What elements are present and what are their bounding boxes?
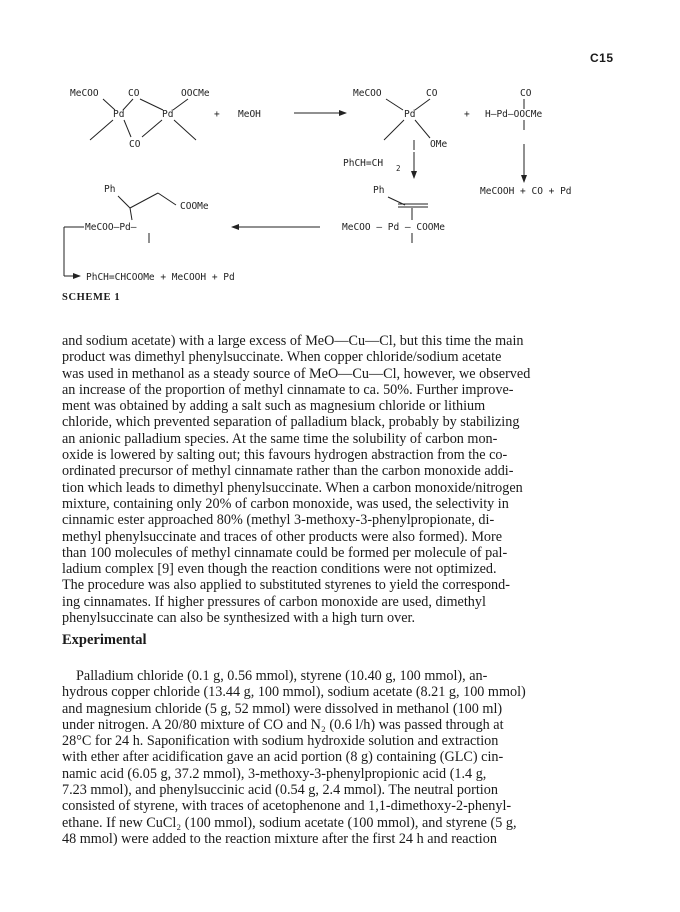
text-line: cinnamic ester approached 80% (methyl 3-methoxy-3-phenylpropionate, di- [62, 512, 495, 529]
text-line: an anionic palladium species. At the same time the solubility of carbon mon- [62, 430, 498, 447]
text-line: and magnesium chloride (5 g, 52 mmol) were dissolved in methanol (100 ml) [62, 700, 503, 717]
scheme-label: CO [520, 88, 532, 99]
text-line: methyl phenylsuccinate and traces of other products were also formed). More [62, 528, 503, 545]
bond-line [118, 196, 130, 208]
scheme-label: Pd [113, 109, 125, 120]
text-line: namic acid (6.05 g, 37.2 mmol), 3-methoxy-3-phenylpropionic acid (1.4 g, [62, 765, 487, 782]
text-line: phenylsuccinate can also be synthesized with a high turn over. [62, 610, 416, 627]
body-paragraph [62, 333, 622, 626]
experimental-paragraph [62, 668, 637, 847]
text-line: consisted of styrene, with traces of acetophenone and 1,1-dimethoxy-2-phenyl- [62, 798, 512, 815]
text-line: 28°C for 24 h. Saponification with sodium hydroxide solution and extraction [62, 733, 499, 750]
scheme-label: H—Pd—OOCMe [485, 109, 543, 120]
bond-line [415, 120, 430, 138]
scheme-label: COOMe [180, 201, 209, 212]
scheme-label: PhCH=CHCOOMe + MeCOOH + Pd [86, 272, 235, 283]
section-heading: Experimental [62, 632, 147, 648]
reaction-scheme [0, 0, 680, 310]
text-line: and sodium acetate) with a large excess of MeO—Cu—Cl, but this time the main [62, 333, 524, 349]
bond-line [174, 120, 196, 140]
scheme-label: 2 [396, 164, 401, 173]
text-line: The procedure was also applied to substituted styrenes to yield the correspond- [62, 577, 510, 594]
text-line: product was dimethyl phenylsuccinate. When copper chloride/sodium acetate [62, 349, 502, 366]
scheme-label: MeCOOH + CO + Pd [480, 186, 572, 197]
bond-line [123, 99, 133, 110]
scheme-label: MeOH [238, 109, 261, 120]
bond-line [415, 99, 430, 110]
text-line: under nitrogen. A 20/80 mixture of CO and N₂ (0.6 l/h) was passed through at [62, 716, 504, 733]
scheme-label: Pd [404, 109, 416, 120]
text-line: Palladium chloride (0.1 g, 0.56 mmol), styrene (10.40 g, 100 mmol), an- [76, 668, 488, 684]
bond-line [384, 120, 404, 140]
text-line: chloride, which prevented separation of palladium black, probably by stabilizing [62, 414, 520, 431]
bond-line [158, 193, 176, 205]
text-line: ladium complex [9] even though the reaction conditions were not optimized. [62, 561, 497, 578]
scheme-label: CO [128, 88, 140, 99]
bond-line [173, 99, 188, 110]
text-line: ing cinnamates. If higher pressures of carbon monoxide are used, dimethyl [62, 593, 486, 610]
scheme-label: Ph [104, 184, 116, 195]
scheme-label: Pd [162, 109, 174, 120]
scheme-label: Ph [373, 185, 385, 196]
text-line: with ether after acidification gave an acid portion (8 g) containing (GLC) cin- [62, 749, 504, 766]
scheme-label: CO [426, 88, 438, 99]
bond-line [90, 120, 113, 140]
text-line: oxide is lowered by salting out; this favours hydrogen abstraction from the co- [62, 447, 508, 464]
bond-line [130, 208, 132, 220]
bond-line [386, 99, 403, 110]
plus-sign: + [464, 109, 470, 120]
plus-sign: + [214, 109, 220, 120]
text-line: hydrous copper chloride (13.44 g, 100 mmol), sodium acetate (8.21 g, 100 mmol) [62, 684, 526, 701]
scheme-label: CO [129, 139, 141, 150]
scheme-label: MeCOO [353, 88, 382, 99]
bond-line [142, 120, 162, 137]
text-line: than 100 molecules of methyl cinnamate could be formed per molecule of pal- [62, 544, 508, 561]
text-line: 7.23 mmol), and phenylsuccinic acid (0.54 g, 2.4 mmol). The neutral portion [62, 782, 498, 799]
bond-line [124, 120, 131, 137]
text-line: 48 mmol) were added to the reaction mixture after the first 24 h and reaction [62, 830, 497, 847]
scheme-label: OMe [430, 139, 448, 150]
scheme-label: MeCOO — Pd — COOMe [342, 222, 445, 233]
text-line: an increase of the proportion of methyl cinnamate to ca. 50%. Further improve- [62, 381, 514, 398]
text-line: ordinated precursor of methyl cinnamate rather than the carbon monoxide addi- [62, 463, 514, 480]
text-line: mixture, containing only 20% of carbon monoxide, was used, the selectivity in [62, 495, 509, 512]
bond-line [130, 193, 158, 208]
text-line: ment was obtained by adding a salt such as magnesium chloride or lithium [62, 398, 486, 415]
text-line: was used in methanol as a steady source of MeO—Cu—Cl, however, we observed [62, 365, 531, 382]
scheme-label: MeCOO—Pd— [85, 222, 137, 233]
scheme-label: OOCMe [181, 88, 210, 99]
text-line: ethane. If new CuCl₂ (100 mmol), sodium acetate (100 mmol), and styrene (5 g, [62, 814, 517, 831]
bond-line [103, 99, 115, 110]
scheme-label: PhCH=CH [343, 158, 384, 169]
scheme-caption: SCHEME 1 [62, 292, 121, 303]
page-number: C15 [590, 51, 614, 65]
bond-line [140, 99, 163, 110]
scheme-label: MeCOO [70, 88, 99, 99]
text-line: tion which leads to dimethyl phenylsuccinate. When a carbon monoxide/nitrogen [62, 479, 523, 496]
